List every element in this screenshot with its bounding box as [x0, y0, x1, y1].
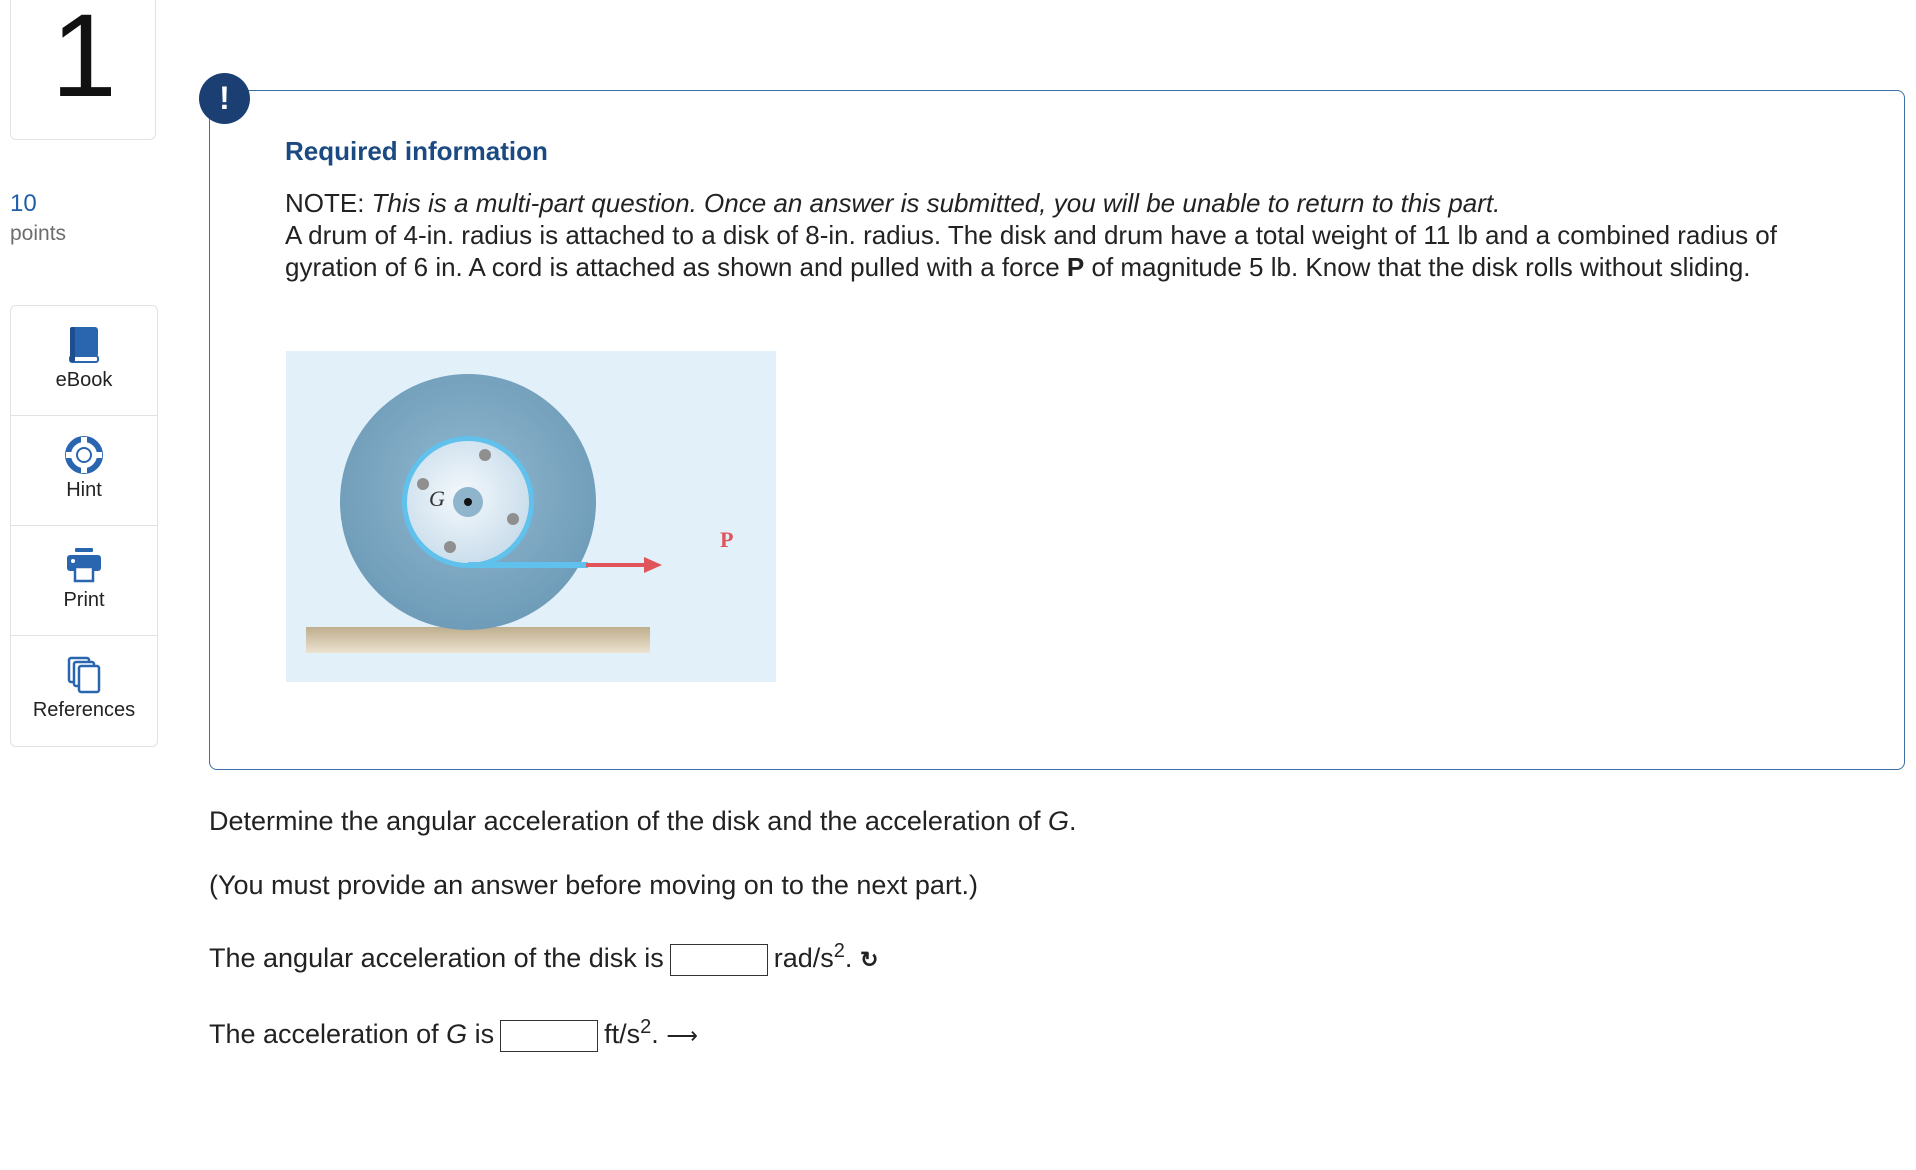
lifebuoy-icon [11, 436, 157, 474]
right-arrow-icon: ⟶ [666, 1023, 698, 1048]
problem-body [285, 219, 1875, 283]
problem-body-end: of magnitude 5 lb. Know that the disk rolls without sliding. [1084, 252, 1751, 282]
center-hub [453, 487, 483, 517]
hint-label: Hint [66, 479, 102, 501]
problem-body-start: A drum of 4-in. radius is attached to a disk of 8-in. radius. The disk and drum have a total weight of 11 lb and a combined radius of gyration of 6 in. A cord is attached as shown and pulled with a force [285, 220, 1777, 282]
linear-acceleration-label-g: G [446, 1019, 468, 1049]
angular-tail: . [844, 943, 853, 973]
prompt-g: G [1048, 806, 1070, 836]
question-prompt [209, 806, 1077, 837]
ground-surface [306, 627, 650, 653]
angular-acceleration-input[interactable] [670, 944, 768, 976]
ebook-label: eBook [55, 369, 113, 391]
note-line [285, 187, 1875, 219]
linear-unit-exponent: 2 [640, 1016, 652, 1038]
printer-icon [11, 546, 157, 584]
linear-tail: . [651, 1019, 659, 1049]
tools-panel [10, 305, 158, 747]
answer-instruction: (You must provide an answer before moving on to the next part.) [209, 870, 978, 900]
points-value: 10 [10, 190, 37, 217]
disk-drum-figure [286, 351, 776, 682]
required-information-title: Required information [285, 136, 548, 166]
prompt-text: Determine the angular acceleration of the disk and the acceleration of [209, 806, 1049, 836]
question-number: 1 [51, 0, 117, 122]
angular-acceleration-row [209, 940, 878, 976]
angular-unit: rad/s [773, 943, 834, 973]
points-label: points [10, 222, 67, 245]
clockwise-arrow-icon: ↻ [859, 947, 879, 972]
linear-acceleration-label-start: The acceleration of [209, 1019, 447, 1049]
force-symbol-p: P [1066, 252, 1085, 282]
print-label: Print [63, 589, 105, 611]
references-label: References [32, 699, 136, 721]
references-button[interactable] [11, 636, 157, 746]
linear-acceleration-input[interactable] [500, 1020, 598, 1052]
alert-exclamation-icon: ! [199, 73, 250, 124]
print-button[interactable] [11, 526, 157, 636]
label-p: P [720, 527, 734, 552]
linear-acceleration-row [209, 1016, 698, 1052]
force-arrow-p [586, 557, 662, 573]
label-g: G [429, 486, 445, 511]
note-italic: This is a multi-part question. Once an answer is submitted, you will be unable to return to this part. [371, 188, 1501, 218]
cord [468, 562, 588, 568]
linear-unit: ft/s [604, 1019, 641, 1049]
ebook-button[interactable] [11, 306, 157, 416]
linear-acceleration-label-end: is [467, 1019, 495, 1049]
prompt-end: . [1069, 806, 1077, 836]
angular-acceleration-label: The angular acceleration of the disk is [209, 943, 664, 973]
copy-pages-icon [11, 656, 157, 694]
book-icon [11, 326, 157, 364]
angular-unit-exponent: 2 [833, 940, 845, 962]
problem-statement [285, 187, 1875, 283]
hint-button[interactable] [11, 416, 157, 526]
note-prefix: NOTE: [285, 188, 372, 218]
question-number-box [10, 0, 156, 140]
